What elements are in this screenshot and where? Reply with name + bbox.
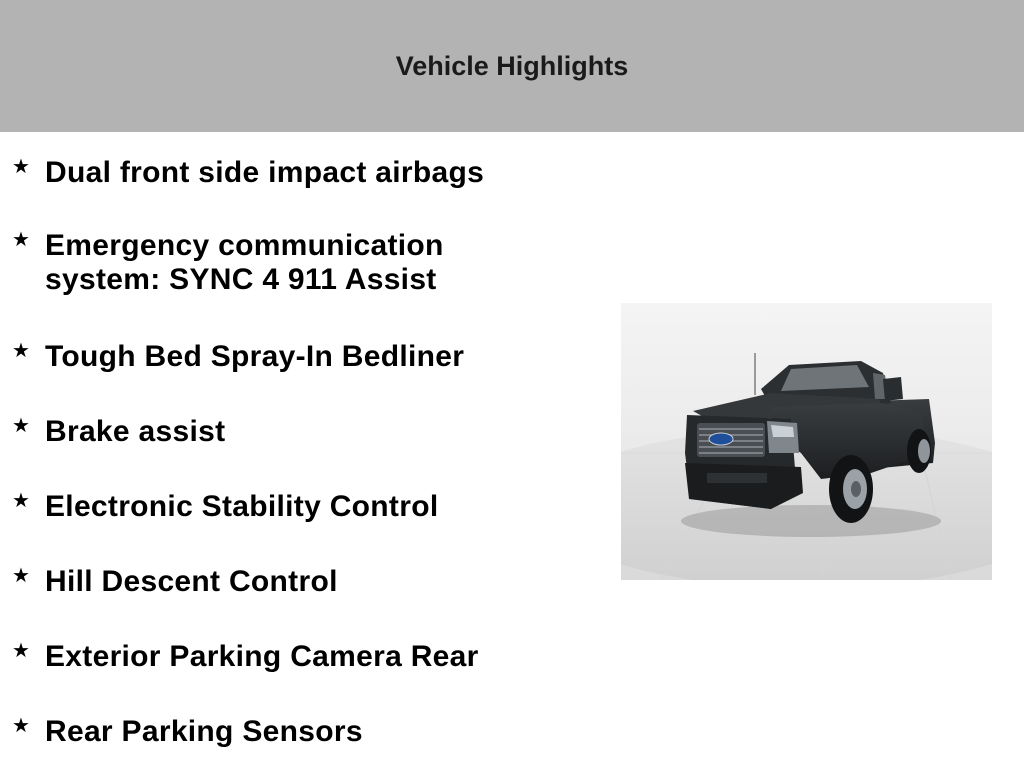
truck-illustration — [621, 303, 992, 580]
star-icon: ★ — [12, 154, 30, 178]
highlight-label: Dual front side impact airbags — [45, 156, 485, 189]
highlight-label: Brake assist — [45, 415, 226, 448]
highlight-label: Rear Parking Sensors — [45, 715, 363, 748]
header-bar — [0, 0, 1024, 132]
star-icon: ★ — [12, 488, 30, 512]
star-icon: ★ — [12, 713, 30, 737]
star-icon: ★ — [12, 338, 30, 362]
highlight-label: Tough Bed Spray-In Bedliner — [45, 340, 465, 373]
highlight-label: Hill Descent Control — [45, 565, 338, 598]
star-icon: ★ — [12, 413, 30, 437]
star-icon: ★ — [12, 638, 30, 662]
page-title: Vehicle Highlights — [395, 50, 629, 81]
star-icon: ★ — [12, 563, 30, 587]
highlight-label: Emergency communication system: SYNC 4 911 Assist — [45, 229, 444, 296]
highlight-label: Electronic Stability Control — [45, 490, 439, 523]
highlight-label: Exterior Parking Camera Rear — [45, 640, 479, 673]
star-icon: ★ — [12, 227, 30, 251]
vehicle-photo — [621, 303, 992, 580]
